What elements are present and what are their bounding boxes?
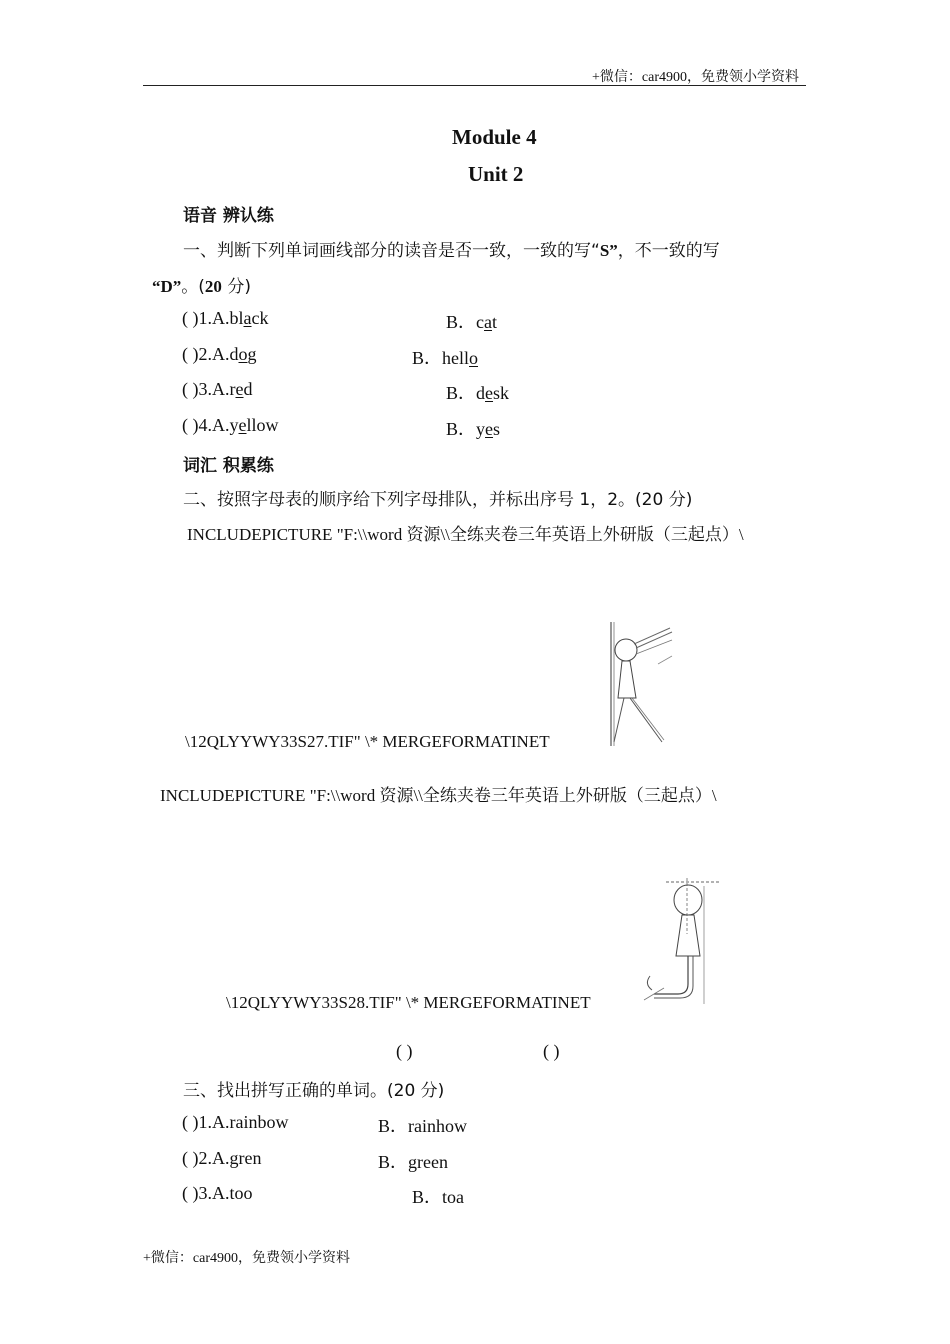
picture-field-code-2-cont: \12QLYYWY33S28.TIF" \* MERGEFORMATINET (226, 993, 591, 1012)
s1-question-1: ( )1.A.black (182, 308, 269, 328)
s1-question-4: ( )4.A.yellow (182, 415, 279, 435)
s1-question-2: ( )2.A.dog (182, 344, 257, 364)
unit-title: Unit 2 (468, 162, 524, 186)
s3-question-2-option-b: B．green (378, 1152, 448, 1172)
letter-image-2 (640, 876, 722, 1008)
s3-question-1: ( )1.A.rainbow (182, 1112, 289, 1132)
s1-question-1-option-b: B．cat (446, 312, 498, 332)
s1-question-3-option-b: B．desk (446, 383, 510, 403)
section1-instruction: 一、判断下列单词画线部分的读音是否一致，一致的写“S”，不一致的写 (183, 241, 720, 261)
section2-instruction: 二、按照字母表的顺序给下列字母排队，并标出序号 1，2。(20 分) (183, 490, 693, 510)
section3-instruction: 三、找出拼写正确的单词。(20 分) (183, 1081, 445, 1101)
section2-heading: 词汇 积累练 (183, 456, 274, 476)
s3-question-3-option-b: B．toa (412, 1187, 465, 1207)
s1-question-2-option-b: B．hello (412, 348, 479, 368)
page-header: +微信：car4900，免费领小学资料 (592, 70, 799, 85)
picture-field-code-1: INCLUDEPICTURE "F:\\word 资源\\全练夹卷三年英语上外研版（三起点）\ (187, 525, 744, 544)
letter-image-1 (600, 618, 680, 748)
section1-instruction-cont: “D”。(20 分) (152, 277, 251, 297)
s3-question-3: ( )3.A.too (182, 1183, 253, 1203)
s1-question-4-option-b: B．yes (446, 419, 501, 439)
module-title: Module 4 (452, 125, 537, 149)
section1-heading: 语音 辨认练 (183, 206, 274, 226)
answer-blank-1[interactable]: ( ) (396, 1041, 413, 1061)
s3-question-1-option-b: B．rainhow (378, 1116, 467, 1136)
s3-question-2: ( )2.A.gren (182, 1148, 262, 1168)
picture-field-code-2: INCLUDEPICTURE "F:\\word 资源\\全练夹卷三年英语上外研版（三起点）\ (160, 786, 717, 805)
page-footer: +微信：car4900，免费领小学资料 (143, 1251, 350, 1266)
s1-question-3: ( )3.A.red (182, 379, 253, 399)
header-rule (143, 85, 806, 86)
picture-field-code-1-cont: \12QLYYWY33S27.TIF" \* MERGEFORMATINET (185, 732, 550, 751)
answer-blank-2[interactable]: ( ) (543, 1041, 560, 1061)
